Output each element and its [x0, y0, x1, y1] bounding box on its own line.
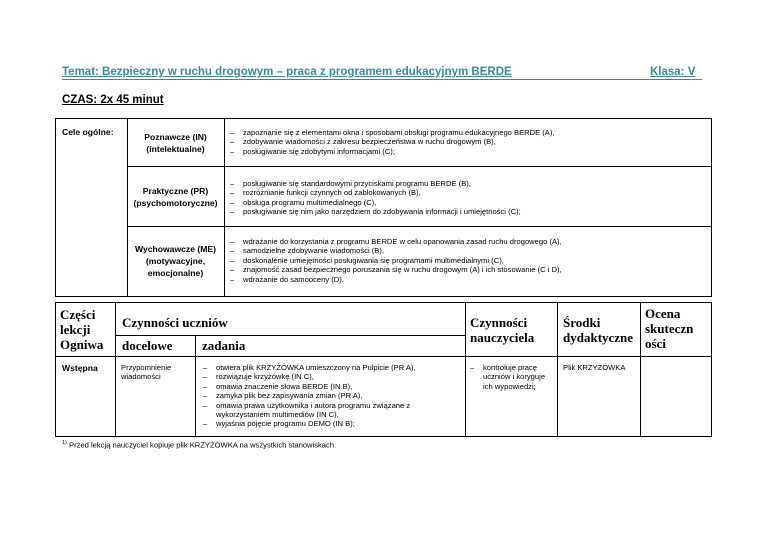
lesson-topic: Temat: Bezpieczny w ruchu drogowym – praca z programem edukacyjnym BERDE	[62, 66, 512, 78]
list-item: – wyjaśnia pojęcie programu DEMO (IN B);	[203, 419, 355, 429]
list-item: – wdrażanie do korzystania z programu BERDE w celu opanowania zasad ruchu drogowego (A),	[230, 237, 562, 246]
lesson-part-intro: Wstępna	[62, 363, 98, 373]
intro-teacher-activities	[470, 363, 545, 391]
list-item: – samodzielne zdobywanie wiadomości (B),	[230, 246, 384, 256]
list-item: – rozróżnianie funkcji czynnych od zablokowanych (B),	[230, 188, 421, 198]
list-item: – otwiera plik KRZYŻÓWKA umieszczony na Pulpicie (PR A),	[203, 363, 416, 372]
subheader-goals: docelowe	[122, 338, 173, 353]
header-underline	[62, 79, 702, 80]
table-divider	[557, 302, 558, 437]
goals-row-divider	[127, 166, 712, 167]
list-item: wykorzystaniem multimediów (IN C),	[216, 410, 339, 420]
footnote-mark: 1)	[62, 440, 67, 446]
footnote	[62, 440, 336, 450]
goal-list-cognitive	[230, 128, 555, 156]
table-row-divider	[115, 335, 465, 336]
list-item: – kontroluje pracę	[470, 363, 538, 372]
intro-teaching-aid: Plik KRZYŻÓWKA	[563, 363, 626, 372]
list-item: ich wypowiedzi;	[483, 381, 536, 391]
list-item: – posługiwanie się standardowymi przyciskami programu BERDE (B),	[230, 179, 471, 188]
column-header-student-activities: Czynności uczniów	[122, 315, 228, 330]
list-item: uczniów i koryguje	[483, 372, 546, 382]
column-header-teacher-activities: Czynności nauczyciela	[470, 315, 535, 345]
goal-category-educational: Wychowawcze (ME) (motywacyjne, emocjonalne)	[134, 244, 217, 278]
list-item: – omawia znaczenie słowa BERDE (IN B),	[203, 381, 353, 391]
goal-list-practical	[230, 179, 521, 217]
list-item: – zapoznanie się z elementami okna i sposobami obsługi programu edukacyjnego BERDE (A),	[230, 128, 555, 137]
list-item: – zamyka plik bez zapisywania zmian (PR A),	[203, 391, 363, 401]
goal-list-educational	[230, 237, 562, 284]
list-item: – posługiwanie się nim jako narzędziem do zdobywania informacji i umiejętności (C);	[230, 207, 521, 217]
table-row-divider	[55, 356, 712, 357]
table-divider	[465, 302, 466, 437]
list-item: – omawia prawa użytkownika i autora programu związane z	[203, 400, 411, 410]
footnote-text: Przed lekcją nauczyciel kopiuje plik KRZYŻÓWKA na wszystkich stanowiskach.	[69, 440, 337, 450]
list-item: – wdrażanie do samooceny (D).	[230, 274, 344, 284]
table-divider	[115, 302, 116, 437]
lesson-time: CZAS: 2x 45 minut	[62, 94, 164, 106]
intro-task-list	[203, 363, 416, 429]
goal-category-cognitive: Poznawcze (IN) (intelektualne)	[144, 132, 207, 154]
goal-category-practical: Praktyczne (PR) (psychomotoryczne)	[133, 186, 218, 208]
goals-label: Cele ogólne:	[62, 127, 114, 137]
table-divider	[195, 335, 196, 437]
column-header-evaluation: Ocena skuteczn ości	[645, 306, 694, 351]
list-item: – rozwiązuje krzyżówkę (IN C),	[203, 372, 314, 382]
goals-row-divider	[127, 226, 712, 227]
column-header-parts: Części lekcji Ogniwa	[60, 307, 104, 352]
list-item: – zdobywanie wiadomości z zakresu bezpieczeństwa w ruchu drogowym (B),	[230, 137, 496, 147]
intro-goal: Przypomnienie wiadomości	[121, 363, 172, 381]
subheader-tasks: zadania	[202, 338, 246, 353]
class-label: Klasa: V	[650, 66, 696, 78]
list-item: – doskonalenie umiejętności posługiwania się programami multimedialnymi (C),	[230, 255, 504, 265]
list-item: – posługiwanie się zdobytymi informacjami (C);	[230, 146, 395, 156]
list-item: – obsługa programu multimedialnego (C),	[230, 197, 377, 207]
table-divider	[640, 302, 641, 437]
list-item: – znajomość zasad bezpiecznego poruszania się w ruchu drogowym (A) i ich stosowanie (C i D),	[230, 265, 562, 275]
column-header-teaching-aids: Środki dydaktyczne	[563, 315, 634, 345]
goals-divider	[224, 118, 225, 297]
